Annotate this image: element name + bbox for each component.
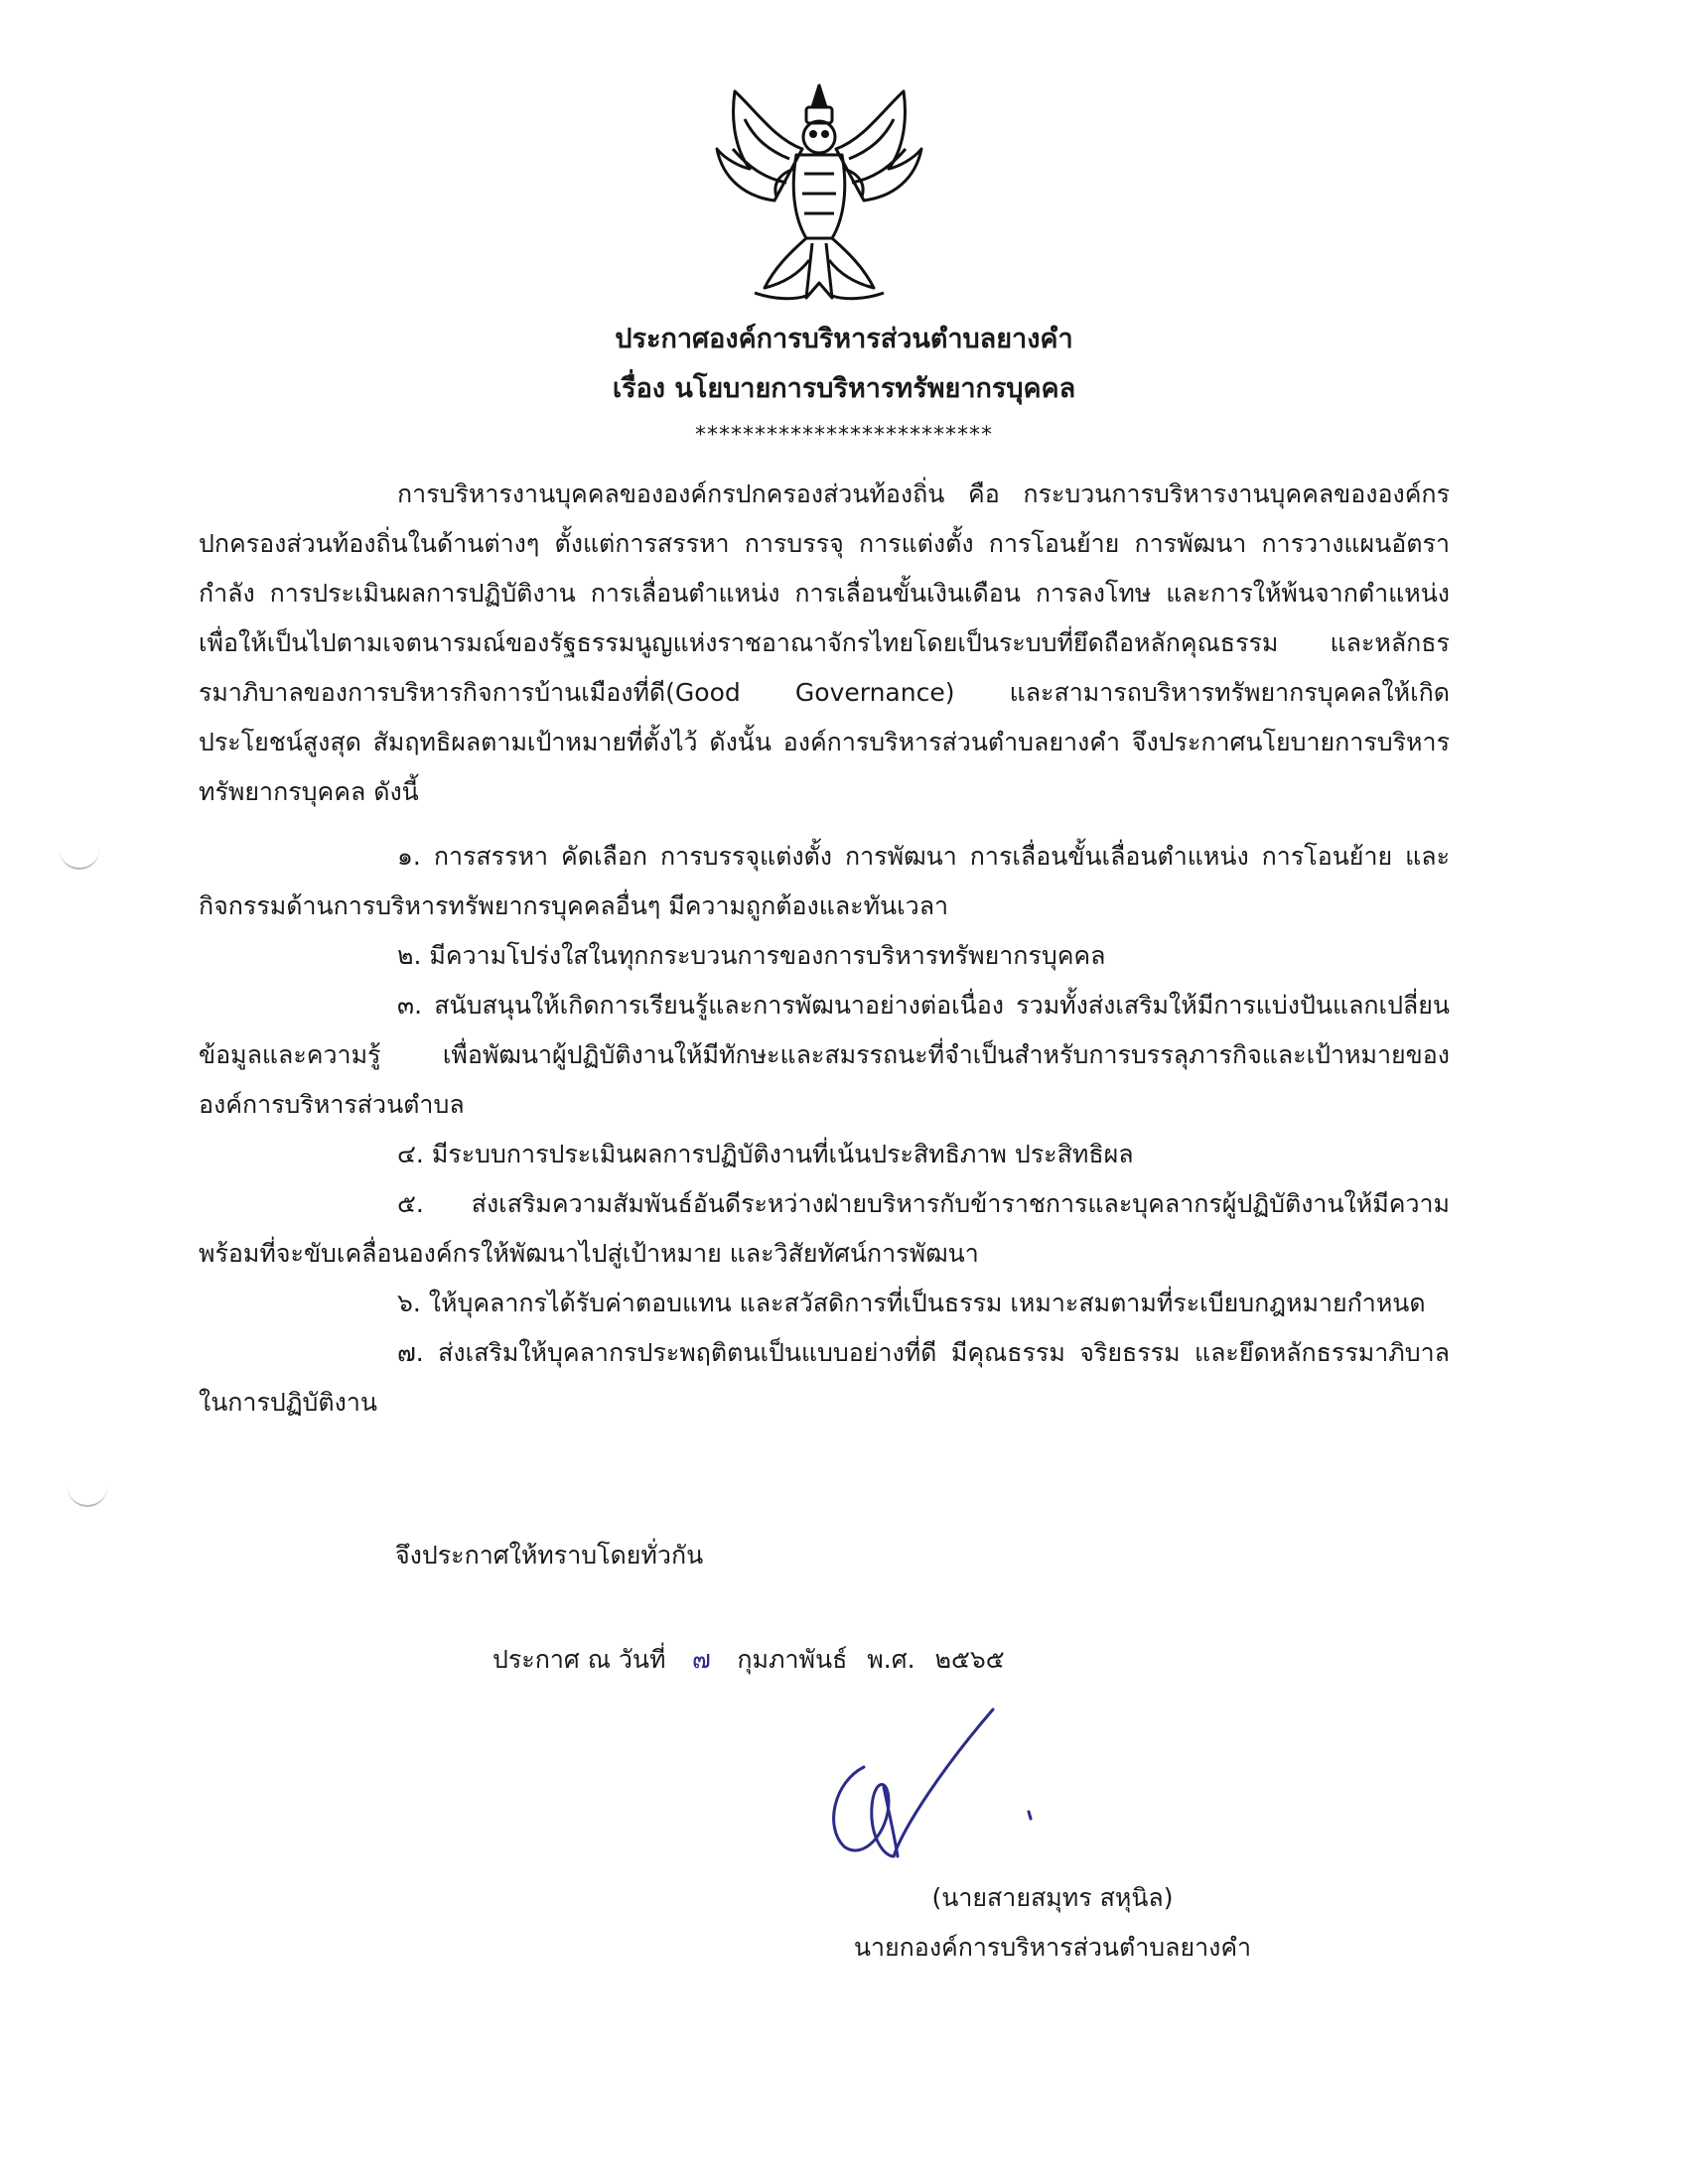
punch-hole-mark — [68, 1481, 107, 1507]
signer-title: นายกองค์การบริหารส่วนตำบลยางคำ — [853, 1933, 1252, 1962]
policy-item: ๕. ส่งเสริมความสัมพันธ์อันดีระหว่างฝ่ายบริหารกับข้าราชการและบุคลากรผู้ปฏิบัติงานให้มีความพร้อมที่จะขับเคลื่อนองค์กรให้พัฒนาไปสู่เป้าหมาย และวิสัยทัศน์การพัฒนา — [199, 1189, 1450, 1268]
date-month: กุมภาพันธ์ — [737, 1645, 848, 1674]
date-prefix: ประกาศ ณ วันที่ — [492, 1645, 666, 1674]
date-year: ๒๕๖๕ — [934, 1645, 1005, 1674]
signature-icon — [794, 1707, 1053, 1886]
signer-name: (นายสายสมุทร สหุนิล) — [931, 1883, 1174, 1912]
garuda-emblem-icon — [695, 79, 943, 310]
policy-item: ๗. ส่งเสริมให้บุคลากรประพฤติตนเป็นแบบอย่างที่ดี มีคุณธรรม จริยธรรม และยึดหลักธรรมาภิบาลในการปฏิบัติงาน — [199, 1338, 1450, 1417]
intro-paragraph: การบริหารงานบุคคลขององค์กรปกครองส่วนท้องถิ่น คือ กระบวนการบริหารงานบุคคลขององค์กรปกครองส่วนท้องถิ่นในด้านต่างๆ ตั้งแต่การสรรหา การบรรจุ การแต่งตั้ง การโอนย้าย การพัฒนา การวางแผนอัตรากำลัง การประเมินผลการปฏิบัติงาน การเลื่อนตำแหน่ง การเลื่อนขั้นเงินเดือน การลงโทษ และการให้พ้นจากตำแหน่ง เพื่อให้เป็นไปตามเจตนารมณ์ของรัฐธรรมนูญแห่งราชอาณาจักรไทยโดยเป็นระบบที่ยึดถือหลักคุณธรรม และหลักธรรมาภิบาลของการบริหารกิจการบ้านเมืองที่ดี(Good Governance) และสามารถบริหารทรัพยากรบุคคลให้เกิดประโยชน์สูงสุด สัมฤทธิผลตามเป้าหมายที่ตั้งไว้ ดังนั้น องค์การบริหารส่วนตำบลยางคำ จึงประกาศนโยบายการบริหารทรัพยากรบุคคล ดังนี้ — [199, 479, 1450, 806]
title-separator: ************************* — [695, 423, 993, 448]
policy-item: ๑. การสรรหา คัดเลือก การบรรจุแต่งตั้ง การพัฒนา การเลื่อนขั้นเลื่อนตำแหน่ง การโอนย้าย และกิจกรรมด้านการบริหารทรัพยากรบุคคลอื่นๆ มีความถูกต้องและทันเวลา — [199, 842, 1450, 920]
announcement-title: ประกาศองค์การบริหารส่วนตำบลยางคำ — [615, 324, 1073, 354]
date-day: ๗ — [692, 1645, 711, 1674]
announcement-date — [492, 1640, 1017, 1680]
policy-item: ๖. ให้บุคลากรได้รับค่าตอบแทน และสวัสดิการที่เป็นธรรม เหมาะสมตามที่ระเบียบกฎหมายกำหนด — [397, 1289, 1426, 1317]
policy-item: ๓. สนับสนุนให้เกิดการเรียนรู้และการพัฒนาอย่างต่อเนื่อง รวมทั้งส่งเสริมให้มีการแบ่งปันแลกเปลี่ยนข้อมูลและความรู้ เพื่อพัฒนาผู้ปฏิบัติงานให้มีทักษะและสมรรถนะที่จำเป็นสำหรับการบรรลุภารกิจและเป้าหมายขององค์การบริหารส่วนตำบล — [199, 991, 1450, 1119]
policy-list — [199, 832, 1450, 1428]
intro-section — [199, 470, 1450, 817]
closing-statement: จึงประกาศให้ทราบโดยทั่วกัน — [395, 1541, 704, 1570]
policy-item: ๒. มีความโปร่งใสในทุกกระบวนการของการบริหารทรัพยากรบุคคล — [397, 941, 1106, 970]
punch-hole-mark — [60, 844, 99, 870]
date-era: พ.ศ. — [867, 1645, 915, 1674]
policy-item: ๔. มีระบบการประเมินผลการปฏิบัติงานที่เน้นประสิทธิภาพ ประสิทธิผล — [397, 1140, 1134, 1168]
announcement-subject: เรื่อง นโยบายการบริหารทรัพยากรบุคคล — [612, 373, 1076, 404]
